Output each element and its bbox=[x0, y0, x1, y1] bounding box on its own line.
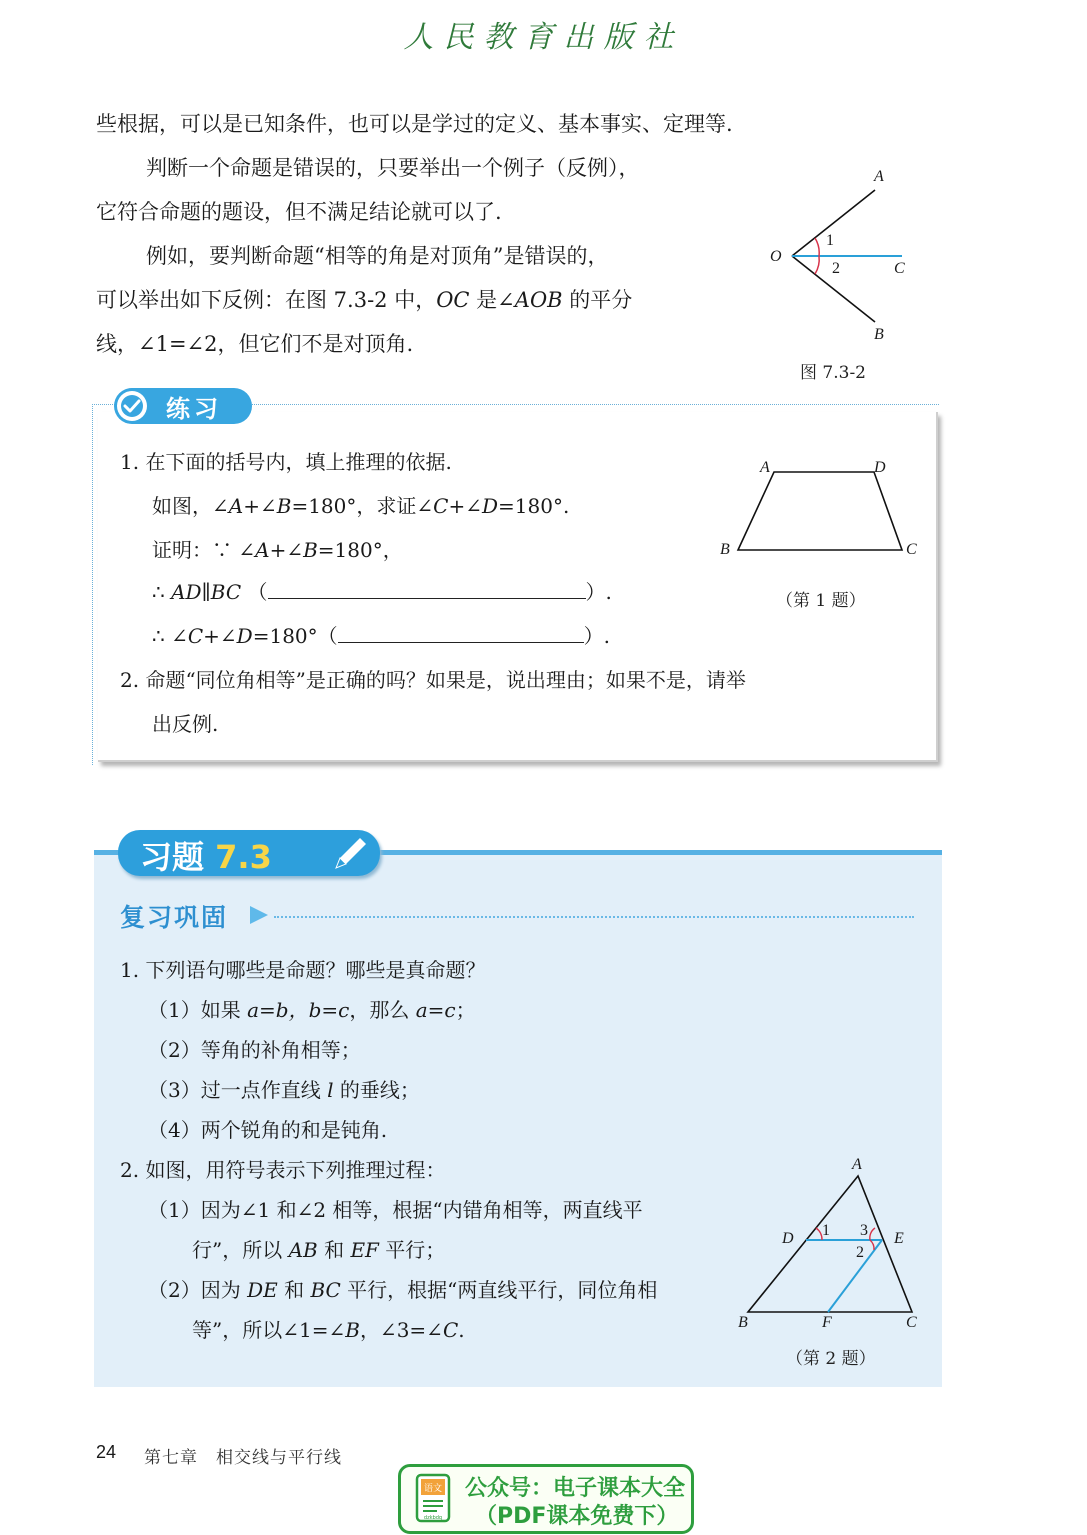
fig1-label-d: D bbox=[874, 459, 886, 476]
fig2-label-e: E bbox=[894, 1230, 904, 1247]
pencil-icon bbox=[328, 832, 372, 874]
segment-ef bbox=[828, 1240, 882, 1312]
angle-1-arc bbox=[815, 238, 819, 256]
badge-icon-top-text: 语文 bbox=[423, 1484, 443, 1494]
wechat-badge[interactable] bbox=[398, 1464, 694, 1534]
exercise-q1-3: （3）过一点作直线 l 的垂线； bbox=[148, 1078, 420, 1102]
practice-q2-line2: 出反例. bbox=[152, 712, 219, 736]
exercise-q1-1: （1）如果 a=b，b=c，那么 a=c； bbox=[148, 998, 476, 1022]
fig732-label-o: O bbox=[770, 248, 782, 265]
publisher-logo: 人民教育出版社 bbox=[403, 20, 684, 55]
exercise-q2-1-line1: （1）因为∠1 和∠2 相等，根据“内错角相等，两直线平 bbox=[148, 1198, 643, 1222]
fig2-label-c: C bbox=[906, 1314, 917, 1331]
fig1-label-b: B bbox=[720, 541, 730, 558]
intro-line-5: 可以举出如下反例：在图 7.3-2 中，OC 是∠AOB 的平分 bbox=[96, 288, 633, 312]
practice-q1-line1: 1. 在下面的括号内，填上推理的依据. bbox=[120, 450, 452, 474]
figure-angle-bisector bbox=[760, 160, 920, 350]
fig2-angle-1: 1 bbox=[822, 1222, 830, 1239]
exercise-q2: 2. 如图，用符号表示下列推理过程： bbox=[120, 1158, 446, 1182]
exercise-q1-4: （4）两个锐角的和是钝角. bbox=[148, 1118, 388, 1142]
fig2-label-f: F bbox=[822, 1314, 832, 1331]
fig1-label-c: C bbox=[906, 541, 917, 558]
angle-2-arc bbox=[815, 256, 819, 274]
badge-icon-bottom-text: dzkbdq bbox=[423, 1515, 443, 1521]
fig732-angle-2: 2 bbox=[832, 260, 840, 277]
fig1-label-a: A bbox=[760, 459, 770, 476]
exercise-q1-2: （2）等角的补角相等； bbox=[148, 1038, 361, 1062]
exercise-q1: 1. 下列语句哪些是命题？哪些是真命题？ bbox=[120, 958, 486, 982]
fig732-angle-1: 1 bbox=[826, 232, 834, 249]
fig732-label-b: B bbox=[874, 326, 884, 343]
intro-line-4: 例如，要判断命题“相等的角是对顶角”是错误的， bbox=[146, 244, 609, 268]
intro-line-3: 它符合命题的题设，但不满足结论就可以了. bbox=[96, 200, 502, 224]
exercise-title: 习题 7.3 bbox=[140, 838, 272, 876]
intro-line-1: 些根据，可以是已知条件，也可以是学过的定义、基本事实、定理等. bbox=[96, 112, 733, 136]
answer-blank-1[interactable] bbox=[268, 580, 586, 599]
intro-line-2: 判断一个命题是错误的，只要举出一个例子（反例）， bbox=[146, 156, 640, 180]
practice-q1-line2: 如图，∠A+∠B=180°，求证∠C+∠D=180°. bbox=[152, 494, 570, 518]
badge-line-2: （PDF课本免费下） bbox=[475, 1504, 679, 1529]
fig732-caption: 图 7.3-2 bbox=[800, 363, 866, 383]
practice-icon bbox=[116, 390, 148, 422]
fig2-label-b: B bbox=[738, 1314, 748, 1331]
fig2-angle-2: 2 bbox=[856, 1244, 864, 1261]
fig2-angle-3: 3 bbox=[860, 1222, 868, 1239]
fig2-label-a: A bbox=[852, 1156, 862, 1173]
exercise-q2-1-line2: 行”，所以 AB 和 EF 平行； bbox=[192, 1238, 446, 1262]
fig2-label-d: D bbox=[782, 1230, 794, 1247]
fig732-label-c: C bbox=[894, 260, 905, 277]
intro-line-6: 线，∠1=∠2，但它们不是对顶角. bbox=[96, 332, 414, 356]
page-number: 24 bbox=[96, 1442, 117, 1462]
exercise-q2-2-line2: 等”，所以∠1=∠B，∠3=∠C. bbox=[192, 1318, 465, 1342]
exercise-q2-2-line1: （2）因为 DE 和 BC 平行，根据“两直线平行，同位角相 bbox=[148, 1278, 658, 1302]
review-divider bbox=[274, 916, 914, 918]
review-arrow-icon bbox=[250, 906, 268, 924]
practice-title: 练习 bbox=[166, 395, 222, 423]
fig732-label-a: A bbox=[874, 168, 884, 185]
figure-triangle bbox=[740, 1170, 920, 1320]
book-icon bbox=[415, 1473, 451, 1523]
practice-q1-line4: ∴ AD∥BC （ ）. bbox=[152, 580, 612, 604]
practice-q2-line1: 2. 命题“同位角相等”是正确的吗？如果是，说出理由；如果不是，请举 bbox=[120, 668, 746, 692]
practice-q1-line5: ∴ ∠C+∠D=180°（ ）. bbox=[152, 624, 611, 648]
answer-blank-2[interactable] bbox=[338, 624, 584, 643]
fig1-caption: （第 1 题） bbox=[776, 591, 866, 611]
chapter-title: 第七章 相交线与平行线 bbox=[144, 1448, 342, 1468]
figure-trapezoid bbox=[730, 466, 920, 566]
fig2-caption: （第 2 题） bbox=[786, 1349, 876, 1369]
review-heading: 复习巩固 bbox=[120, 903, 229, 932]
practice-q1-line3: 证明：∵ ∠A+∠B=180°， bbox=[152, 538, 403, 562]
badge-line-1: 公众号：电子课本大全 bbox=[465, 1476, 686, 1501]
